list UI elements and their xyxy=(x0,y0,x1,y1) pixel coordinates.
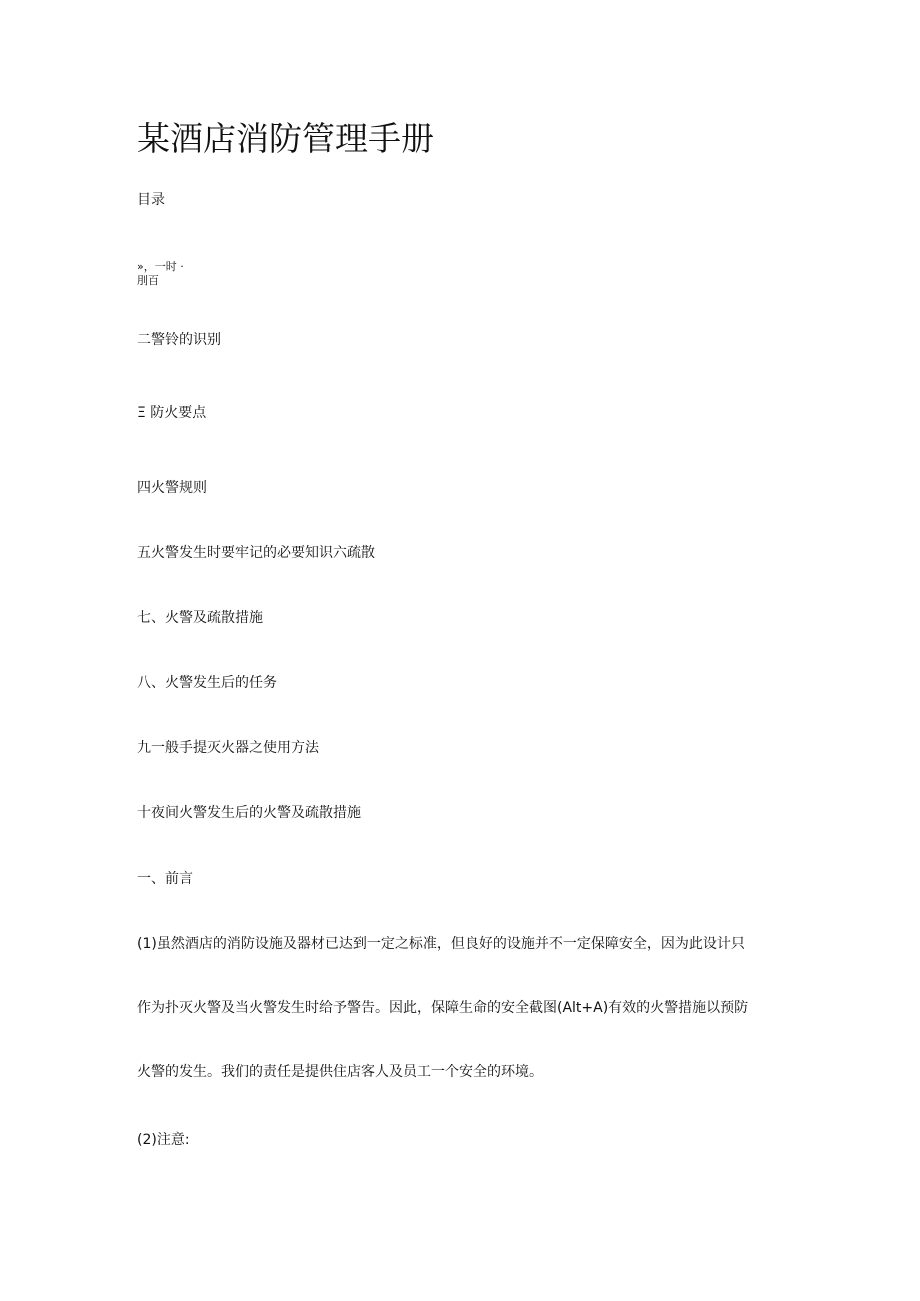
toc-item: 二警铃的识别 xyxy=(137,332,221,348)
paragraph-line: 火警的发生。我们的责任是提供住店客人及员工一个安全的环境。 xyxy=(137,1064,543,1080)
section-heading: 一、前言 xyxy=(137,871,193,887)
toc-item: 八、火警发生后的任务 xyxy=(137,675,277,691)
toc-item: 九一般手提灭火器之使用方法 xyxy=(137,740,319,756)
document-title: 某酒店消防管理手册 xyxy=(137,119,434,158)
toc-item: 五火警发生时要牢记的必要知识六疏散 xyxy=(137,545,375,561)
toc-item: Ξ 防火要点 xyxy=(137,405,207,421)
toc-fragment-2: 刖百 xyxy=(137,274,159,287)
note-label: (2)注意: xyxy=(137,1132,190,1148)
paragraph-line: (1)虽然酒店的消防设施及器材已达到一定之标准，但良好的设施并不一定保障安全，因为此设计只 xyxy=(137,936,745,952)
toc-item: 十夜间火警发生后的火警及疏散措施 xyxy=(137,805,361,821)
toc-fragment-1: »，一时 · xyxy=(137,260,184,273)
toc-item: 四火警规则 xyxy=(137,480,207,496)
paragraph-line: 作为扑灭火警及当火警发生时给予警告。因此，保障生命的安全截图(Alt+A)有效的火警措施以预防 xyxy=(137,1000,749,1016)
toc-heading: 目录 xyxy=(137,192,165,208)
toc-item: 七、火警及疏散措施 xyxy=(137,610,263,626)
